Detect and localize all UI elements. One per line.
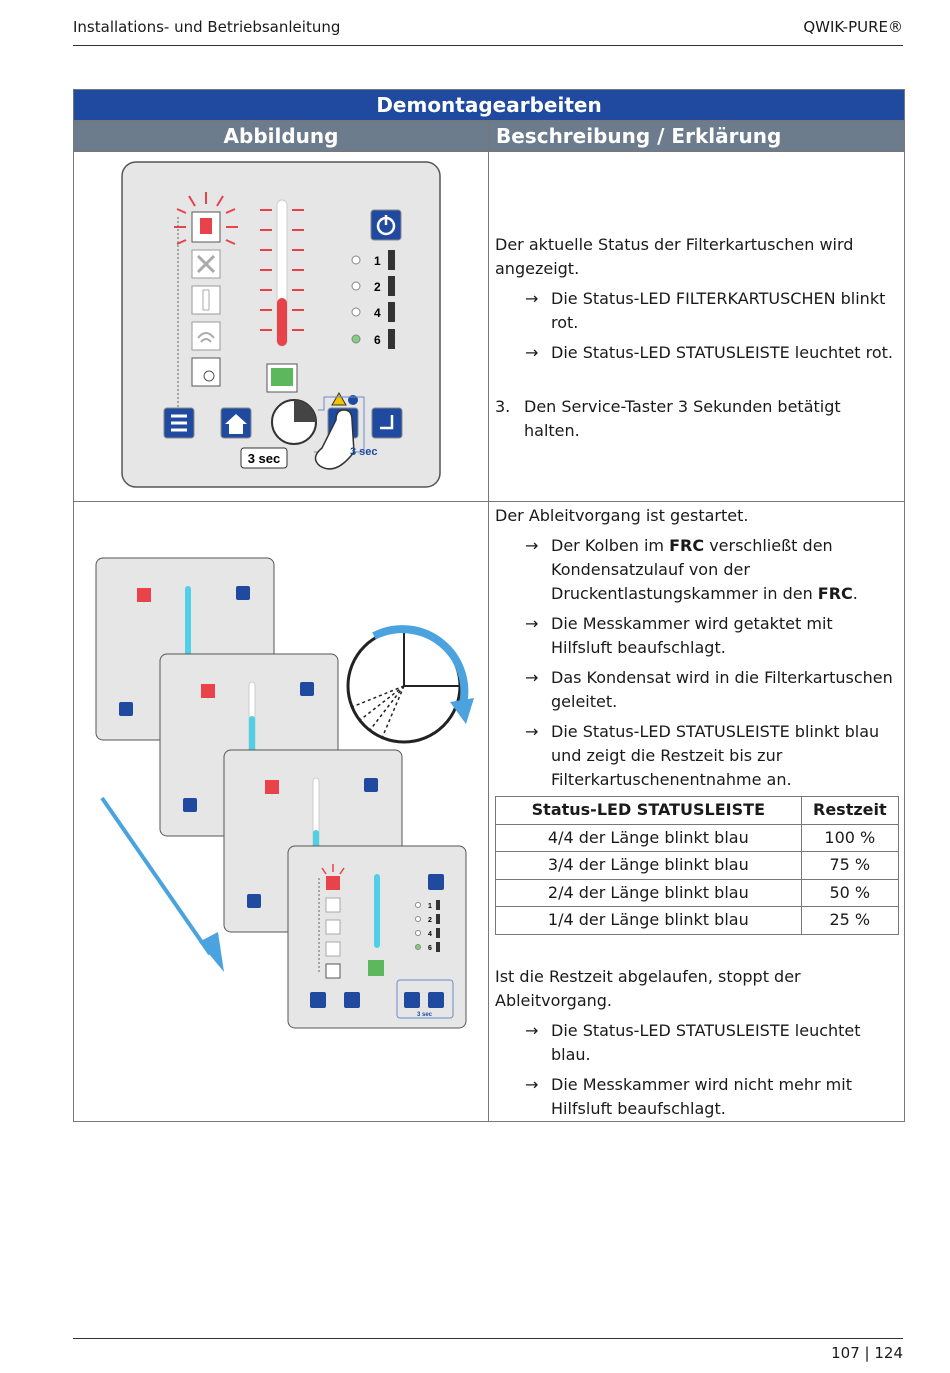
row2-intro: Der Ableitvorgang ist gestartet. [495,506,749,525]
row2-bullet-1: Der Kolben im FRC verschließt den Kondensatzulauf von der Druckentlastungskammer in den FRC. [551,536,858,603]
instruction-table [73,89,905,1122]
row2-end-text: Ist die Restzeit abgelaufen, stoppt der Ableitvorgang. [495,966,801,1010]
remaining-time-table [495,796,899,935]
home-icon [344,992,360,1008]
arrow-icon: → [525,1020,539,1040]
arrow-icon: → [525,614,539,633]
level-label-6: 6 [374,333,381,347]
table-row: 2/4 der Länge blinkt blau 50 % [496,879,899,907]
row2-bullet-3: Das Kondensat wird in die Filterkartuschen geleitet. [551,668,893,711]
page-number: 107 | 124 [831,1344,903,1362]
level-label-4: 4 [374,306,381,320]
column-header-illustration: Abbildung [74,121,489,152]
power-icon [428,874,444,890]
arrow-icon: → [525,668,539,687]
home-icon [221,408,251,438]
service-hold-label: 3 sec [417,1012,433,1018]
table-title: Demontagearbeiten [74,90,905,121]
step-text: Den Service-Taster 3 Sekunden betätigt halten. [524,397,841,440]
row1-illustration-cell [74,152,489,502]
row2-end-bullet-1: Die Status-LED STATUSLEISTE leuchtet blau. [551,1020,861,1064]
arrow-icon: → [525,536,539,555]
arrow-icon: → [525,343,539,362]
drain-valve-icon [192,358,220,386]
hold-duration-label: 3 sec [247,451,281,466]
sub-header-status: Status-LED STATUSLEISTE [496,797,802,825]
arrow-icon: → [525,1074,539,1094]
column-header-description: Beschreibung / Erklärung [489,121,905,152]
level-label-1: 1 [428,903,432,910]
menu-icon [164,408,194,438]
level-label-2: 2 [374,280,381,294]
wifi-icon [192,322,220,350]
service-tool-icon [192,250,220,278]
row2-description-cell [489,502,905,1122]
drain-process-illustration [74,502,489,1086]
level-label-4: 4 [428,931,432,938]
row1-description-cell [489,152,905,502]
row1-intro: Der aktuelle Status der Filterkartuschen wird angezeigt. [495,235,854,278]
enter-icon [372,408,402,438]
row2-end-bullet-2: Die Messkammer wird nicht mehr mit Hilfsluft beaufschlagt. [551,1074,852,1118]
clock-icon [348,629,474,742]
row2-bullet-2: Die Messkammer wird getaktet mit Hilfsluft beaufschlagt. [551,614,833,657]
enter-icon [428,992,444,1008]
level-label-2: 2 [428,917,432,924]
table-row: 3/4 der Länge blinkt blau 75 % [496,852,899,880]
network-icon [267,364,297,392]
row1-bullet-2: Die Status-LED STATUSLEISTE leuchtet rot. [551,343,893,362]
arrow-icon: → [525,289,539,308]
service-button-icon [404,992,420,1008]
header-right: QWIK-PURE® [803,18,903,36]
panel-stack-4 [288,846,466,1028]
filter-cartridge-icon [192,212,220,242]
level-label-6: 6 [428,945,432,952]
header-left: Installations- und Betriebsanleitung [73,18,341,36]
power-icon [371,210,401,240]
sub-header-time: Restzeit [801,797,898,825]
control-panel-illustration [74,152,489,497]
network-icon [368,960,384,976]
service-hold-label: 3 sec [350,446,378,458]
row1-bullet-1: Die Status-LED FILTERKARTUSCHEN blinkt rot. [551,289,886,332]
table-row: 1/4 der Länge blinkt blau 25 % [496,907,899,935]
timer-icon [272,400,316,444]
row2-illustration-cell [74,502,489,1122]
level-label-1: 1 [374,254,381,268]
table-row: 4/4 der Länge blinkt blau 100 % [496,824,899,852]
row2-bullet-4: Die Status-LED STATUSLEISTE blinkt blau und zeigt die Restzeit bis zur Filterkartuschenentnahme an. [551,722,880,789]
sensor-icon [192,286,220,314]
menu-icon [310,992,326,1008]
arrow-icon: → [525,722,539,741]
page-header [73,18,903,46]
page-footer [73,1338,903,1362]
step-number: 3. [495,397,511,416]
